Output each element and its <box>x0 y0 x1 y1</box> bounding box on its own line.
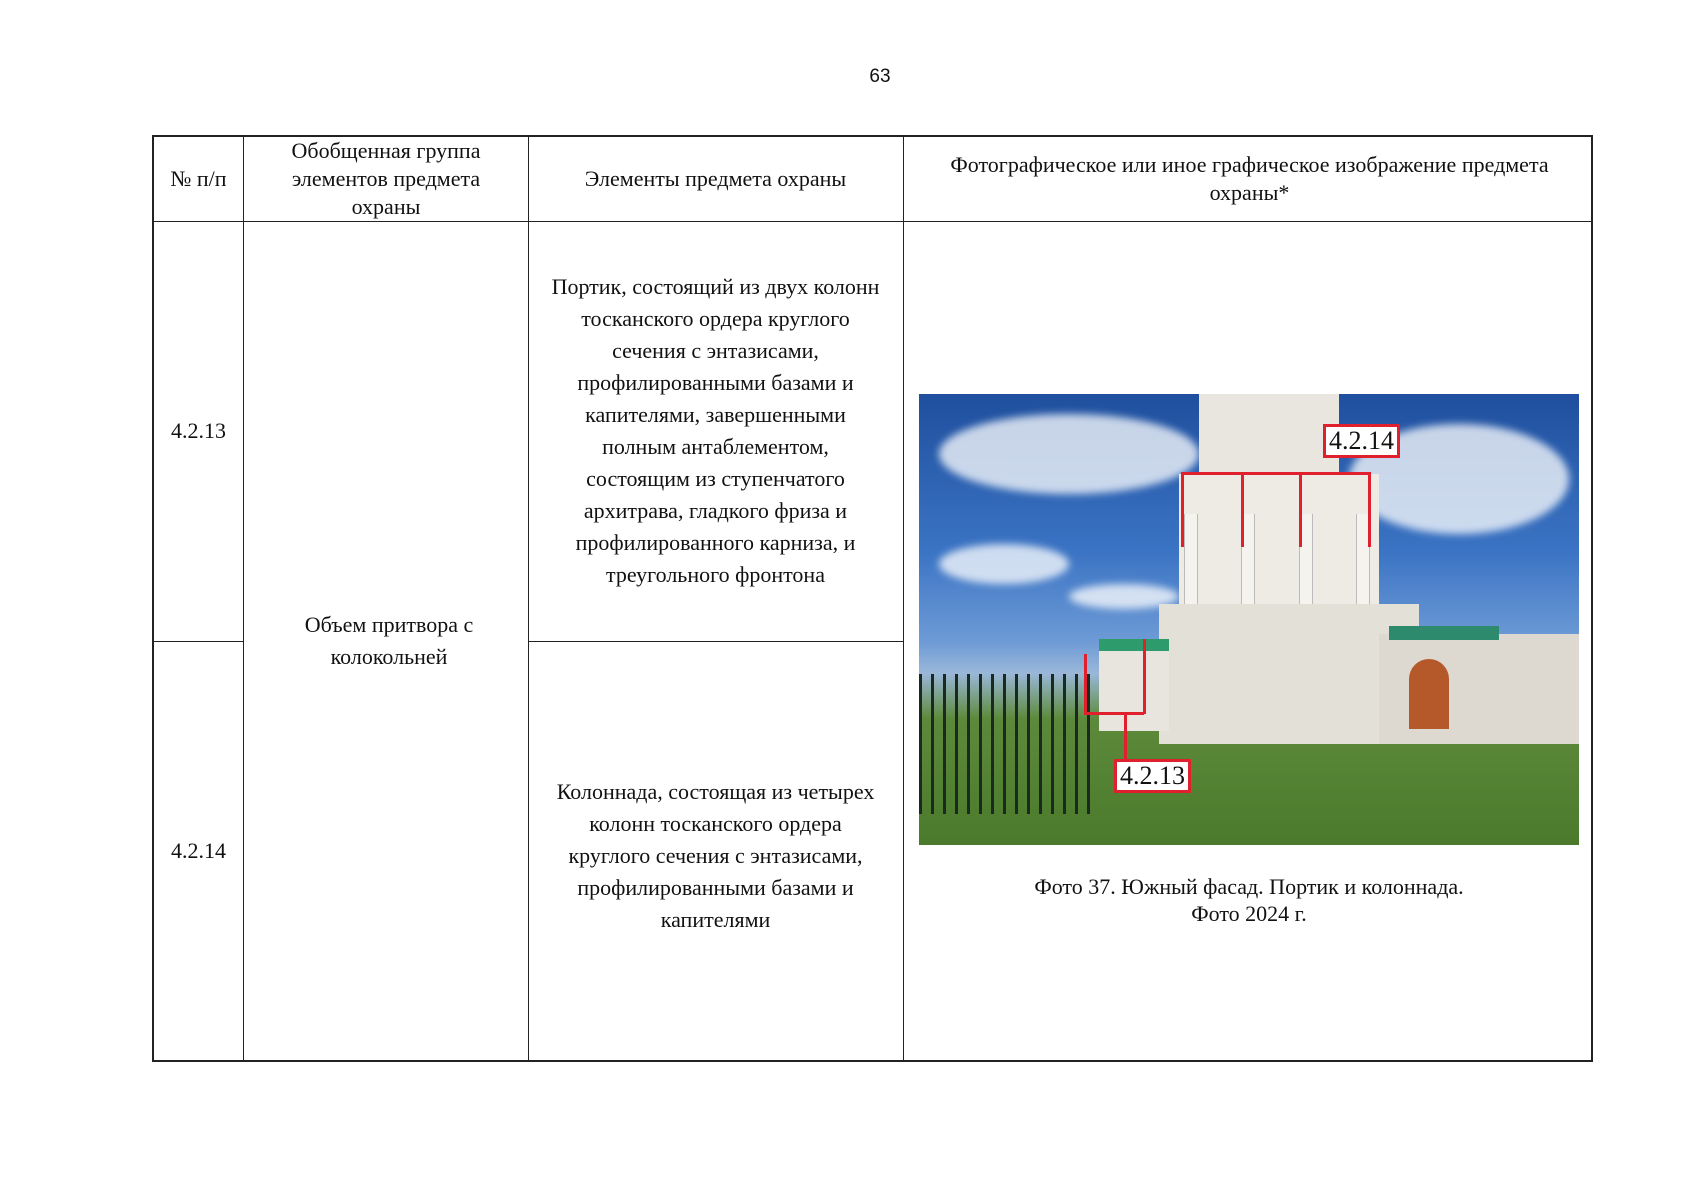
element-description: Колоннада, состоящая из четырех колонн тосканского ордера круглого сечения с энтазисами, профилированными базами и капителями <box>556 779 875 932</box>
column-divider <box>528 137 529 1060</box>
column-divider <box>243 137 244 1060</box>
caption-line-1: Фото 37. Южный фасад. Портик и колоннада. <box>1034 874 1464 899</box>
header-number: № п/п <box>170 166 227 191</box>
photo-caption <box>854 873 1644 927</box>
row-number: 4.2.14 <box>171 838 226 863</box>
photo-label-4-2-13: 4.2.13 <box>1114 759 1191 793</box>
facade-photo <box>919 394 1579 845</box>
page-number: 63 <box>869 66 891 87</box>
header-elements: Элементы предмета охраны <box>584 166 847 191</box>
header-photo: Фотографическое или иное графическое изображение предмета охраны* <box>950 152 1549 205</box>
row-number: 4.2.13 <box>171 418 226 443</box>
group-name: Объем притвора с колокольней <box>304 612 474 669</box>
protection-elements-table <box>152 135 1593 1062</box>
photo-label-4-2-14: 4.2.14 <box>1323 424 1400 458</box>
caption-line-2: Фото 2024 г. <box>1191 901 1307 926</box>
element-description: Портик, состоящий из двух колонн тосканского ордера круглого сечения с энтазисами, профилированными базами и капителями, завершенными полным антаблементом, состоящим из ступенчатого архитрава, гладкого фриза и профилированного карниза, и треугольного фронтона <box>551 274 880 587</box>
header-group: Обобщенная группа элементов предмета охраны <box>291 138 481 219</box>
